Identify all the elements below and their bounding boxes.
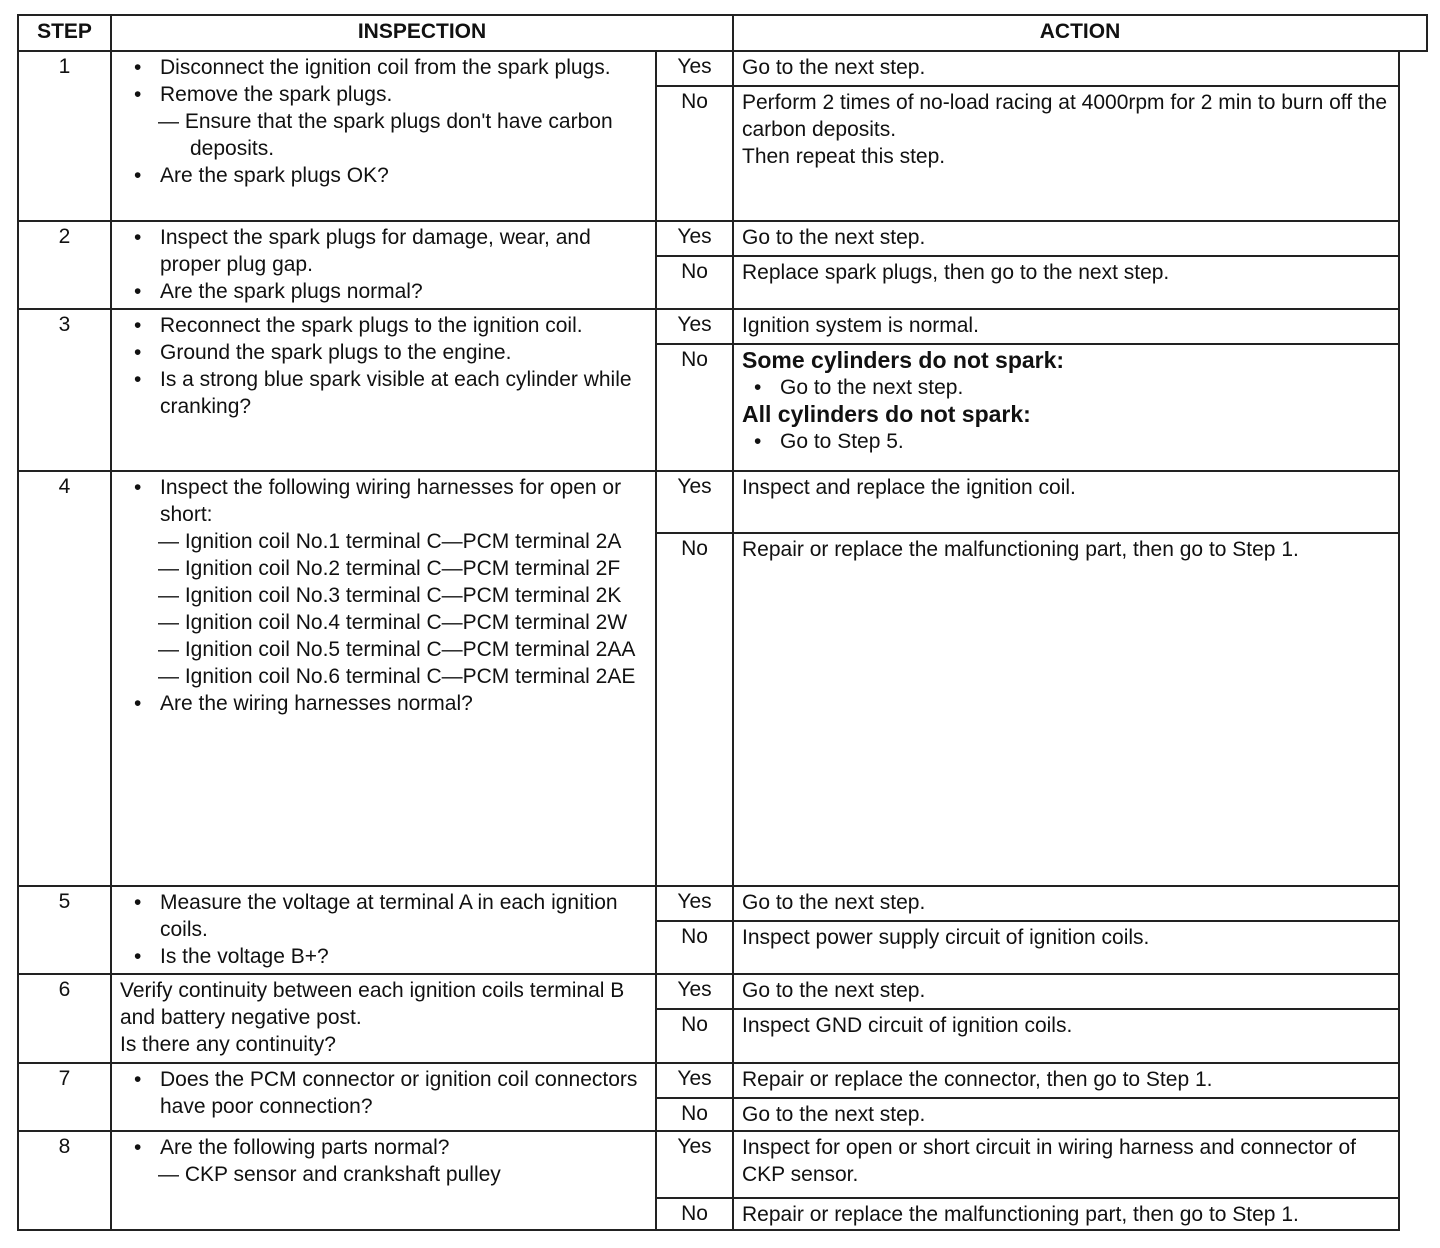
inspection-bullet-item: • Is a strong blue spark visible at each cylinder while cranking?: [120, 366, 647, 420]
yes-action-cell: [732, 308, 1400, 345]
yes-action-cell: [732, 470, 1400, 534]
inspection-bullet-item: • Disconnect the ignition coil from the spark plugs.: [120, 54, 647, 81]
inspection-bullet-item: • Inspect the following wiring harnesses for open or short:: [120, 474, 647, 528]
action-text: Go to the next step.: [742, 1103, 926, 1126]
header-action: ACTION: [732, 14, 1428, 52]
yes-label: Yes: [655, 220, 734, 257]
step-number: 8: [17, 1130, 112, 1231]
header-inspection: INSPECTION: [110, 14, 734, 52]
yes-action-cell: [732, 50, 1400, 87]
inspection-dash-item: — Ignition coil No.5 terminal C—PCM terminal 2AA: [158, 638, 636, 661]
yes-label: Yes: [655, 1130, 734, 1199]
no-label: No: [655, 85, 734, 222]
no-label: No: [655, 1008, 734, 1064]
inspection-dash-item: — Ignition coil No.4 terminal C—PCM terminal 2W: [158, 611, 628, 634]
action-text: Replace spark plugs, then go to the next step.: [742, 261, 1170, 284]
inspection-cell: [110, 50, 657, 222]
inspection-dash-item: — Ignition coil No.6 terminal C—PCM terminal 2AE: [158, 665, 636, 688]
yes-label: Yes: [655, 1062, 734, 1099]
no-label: No: [655, 532, 734, 887]
yes-label: Yes: [655, 470, 734, 534]
inspection-bullet-item: • Are the following parts normal?: [120, 1134, 647, 1161]
inspection-cell: [110, 1130, 657, 1231]
yes-action-cell: [732, 220, 1400, 257]
action-text: Go to the next step.: [742, 979, 926, 1002]
action-text: Ignition system is normal.: [742, 314, 979, 337]
no-action-cell: [732, 920, 1400, 975]
inspection-dash-item: — Ignition coil No.1 terminal C—PCM terminal 2A: [158, 530, 622, 553]
no-action-cell: [732, 1008, 1400, 1064]
inspection-cell: [110, 220, 657, 310]
no-label: No: [655, 255, 734, 310]
action-text: Repair or replace the malfunctioning part, then go to Step 1.: [742, 538, 1299, 561]
step-number: 3: [17, 308, 112, 472]
inspection-text: Verify continuity between each ignition coils terminal B and battery negative post.: [120, 979, 625, 1029]
action-text: Repair or replace the connector, then go to Step 1.: [742, 1068, 1213, 1091]
action-heading: All cylinders do not spark:: [742, 401, 1031, 427]
yes-label: Yes: [655, 973, 734, 1010]
inspection-cell: [110, 1062, 657, 1132]
inspection-cell: [110, 885, 657, 975]
header-step: STEP: [17, 14, 112, 52]
no-label: No: [655, 1197, 734, 1231]
action-text: Inspect power supply circuit of ignition coils.: [742, 926, 1150, 949]
inspection-bullet-item: • Reconnect the spark plugs to the ignition coil.: [120, 312, 647, 339]
no-label: No: [655, 343, 734, 472]
action-heading: Some cylinders do not spark:: [742, 347, 1065, 373]
step-number: 2: [17, 220, 112, 310]
inspection-dash-item: — Ignition coil No.2 terminal C—PCM terminal 2F: [158, 557, 621, 580]
no-action-cell: [732, 85, 1400, 222]
action-text: Inspect for open or short circuit in wiring harness and connector of CKP sensor.: [742, 1136, 1356, 1186]
action-text: Inspect GND circuit of ignition coils.: [742, 1014, 1073, 1037]
no-action-cell: [732, 1097, 1400, 1132]
inspection-cell: [110, 470, 657, 887]
inspection-bullet-item: • Is the voltage B+?: [120, 943, 647, 970]
action-text: Perform 2 times of no-load racing at 4000rpm for 2 min to burn off the carbon deposits.: [742, 91, 1388, 141]
yes-label: Yes: [655, 50, 734, 87]
no-action-cell: [732, 532, 1400, 887]
inspection-bullet-item: • Remove the spark plugs.: [120, 81, 647, 108]
inspection-text: Is there any continuity?: [120, 1033, 336, 1056]
inspection-dash-item: — Ignition coil No.3 terminal C—PCM terminal 2K: [158, 584, 622, 607]
step-number: 1: [17, 50, 112, 222]
step-number: 5: [17, 885, 112, 975]
step-number: 4: [17, 470, 112, 887]
inspection-bullet-item: • Ground the spark plugs to the engine.: [120, 339, 647, 366]
yes-action-cell: [732, 1062, 1400, 1099]
yes-action-cell: [732, 1130, 1400, 1199]
inspection-bullet-item: • Measure the voltage at terminal A in each ignition coils.: [120, 889, 647, 943]
inspection-dash-item: — CKP sensor and crankshaft pulley: [158, 1163, 501, 1186]
action-text: Go to the next step.: [742, 226, 926, 249]
no-label: No: [655, 920, 734, 975]
inspection-bullet-item: • Are the spark plugs normal?: [120, 278, 647, 305]
action-text: Then repeat this step.: [742, 145, 946, 168]
inspection-cell: [110, 973, 657, 1064]
inspection-bullet-item: • Inspect the spark plugs for damage, wear, and proper plug gap.: [120, 224, 647, 278]
no-action-cell: [732, 343, 1400, 472]
yes-action-cell: [732, 973, 1400, 1010]
step-number: 7: [17, 1062, 112, 1132]
no-action-cell: [732, 1197, 1400, 1231]
yes-label: Yes: [655, 885, 734, 922]
action-text: Inspect and replace the ignition coil.: [742, 476, 1076, 499]
step-number: 6: [17, 973, 112, 1064]
no-label: No: [655, 1097, 734, 1132]
inspection-bullet-item: • Are the wiring harnesses normal?: [120, 690, 647, 717]
action-text: Go to the next step.: [742, 56, 926, 79]
inspection-bullet-item: • Does the PCM connector or ignition coil connectors have poor connection?: [120, 1066, 647, 1120]
inspection-bullet-item: • Are the spark plugs OK?: [120, 162, 647, 189]
action-text: Go to the next step.: [742, 891, 926, 914]
action-text: Repair or replace the malfunctioning part, then go to Step 1.: [742, 1203, 1299, 1226]
inspection-dash-item: — Ensure that the spark plugs don't have carbon deposits.: [158, 110, 613, 160]
action-abull-item: • Go to the next step.: [742, 374, 1390, 401]
no-action-cell: [732, 255, 1400, 310]
inspection-cell: [110, 308, 657, 472]
yes-label: Yes: [655, 308, 734, 345]
action-abull-item: • Go to Step 5.: [742, 428, 1390, 455]
yes-action-cell: [732, 885, 1400, 922]
